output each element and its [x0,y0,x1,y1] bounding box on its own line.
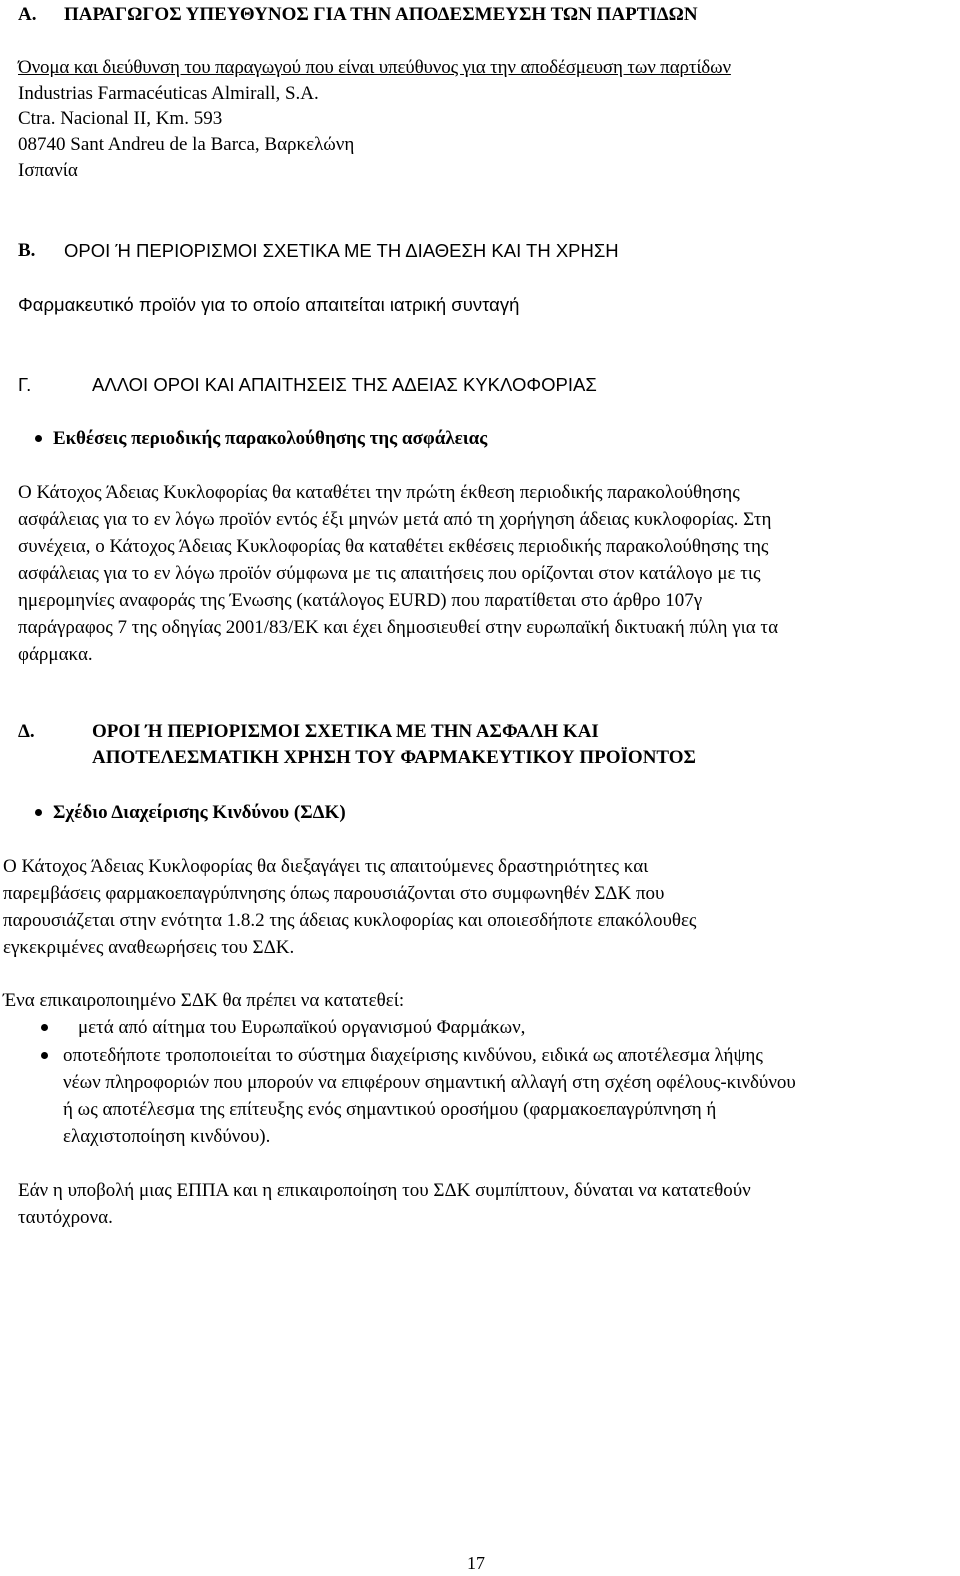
address-line-1: Industrias Farmacéuticas Almirall, S.A. [18,83,319,104]
rmp-list-item-2-line-3: ή ως αποτέλεσμα της επίτευξης ενός σημαντικού οροσήμου (φαρμακοεπαγρύπνηση ή [63,1099,717,1120]
psur-text-line-2: ασφάλειας για το εν λόγω προϊόν εντός έξι μηνών μετά από τη χορήγηση άδειας κυκλοφορίας. Στη [18,509,772,530]
psur-text-line-1: Ο Κάτοχος Άδειας Κυκλοφορίας θα καταθέτει την πρώτη έκθεση περιοδικής παρακολούθησης [18,482,740,503]
section-c-title: ΑΛΛΟΙ ΟΡΟΙ ΚΑΙ ΑΠΑΙΤΗΣΕΙΣ ΤΗΣ ΑΔΕΙΑΣ ΚΥΚΛΟΦΟΡΙΑΣ [92,374,597,395]
section-c-letter: Γ. [18,374,32,395]
psur-text-line-3: συνέχεια, ο Κάτοχος Άδειας Κυκλοφορίας θα καταθέτει εκθέσεις περιοδικής παρακολούθησης της [18,536,769,557]
rmp-final-line-2: ταυτόχρονα. [18,1207,113,1228]
address-line-2: Ctra. Nacional II, Km. 593 [18,108,223,129]
rmp-list-item-2-line-1: οποτεδήποτε τροποποιείται το σύστημα διαχείρισης κινδύνου, ειδικά ως αποτέλεσμα λήψης [63,1045,763,1066]
rmp-text-line-1: Ο Κάτοχος Άδειας Κυκλοφορίας θα διεξαγάγει τις απαιτούμενες δραστηριότητες και [3,856,649,877]
page-number: 17 [467,1553,485,1573]
rmp-list-item-2-line-4: ελαχιστοποίηση κινδύνου). [63,1126,271,1147]
section-b-title: ΟΡΟΙ Ή ΠΕΡΙΟΡΙΣΜΟΙ ΣΧΕΤΙΚΑ ΜΕ ΤΗ ΔΙΑΘΕΣΗ ΚΑΙ ΤΗ ΧΡΗΣΗ [64,240,619,261]
rmp-text-line-3: παρουσιάζεται στην ενότητα 1.8.2 της άδειας κυκλοφορίας και οποιεσδήποτε επακόλουθες [3,910,697,931]
psur-text-line-4: ασφάλειας για το εν λόγω προϊόν σύμφωνα με τις απαιτήσεις που ορίζονται στον κατάλογο με τις [18,563,761,584]
address-line-3: 08740 Sant Andreu de la Barca, Βαρκελώνη [18,134,355,155]
section-b-text: Φαρμακευτικό προϊόν για το οποίο απαιτείται ιατρική συνταγή [18,294,520,315]
rmp-list-item-1: μετά από αίτημα του Ευρωπαϊκού οργανισμού Φαρμάκων, [78,1017,526,1038]
section-a-letter: Α. [18,4,37,25]
psur-heading: Εκθέσεις περιοδικής παρακολούθησης της ασφάλειας [53,428,488,449]
rmp-text-line-2: παρεμβάσεις φαρμακοεπαγρύπνησης όπως παρουσιάζονται στο συμφωνηθέν ΣΔΚ που [3,883,665,904]
bullet-icon [35,435,42,442]
psur-text-line-6: παράγραφος 7 της οδηγίας 2001/83/ΕΚ και έχει δημοσιευθεί στην ευρωπαϊκή δικτυακή πύλη για τα [18,617,779,638]
address-line-4: Ισπανία [18,160,78,181]
psur-text-line-5: ημερομηνίες αναφοράς της Ένωσης (κατάλογος EURD) που παρατίθεται στο άρθρο 107γ [18,590,703,611]
section-d-title-line-1: ΟΡΟΙ Ή ΠΕΡΙΟΡΙΣΜΟΙ ΣΧΕΤΙΚΑ ΜΕ ΤΗΝ ΑΣΦΑΛΗ ΚΑΙ [92,721,599,742]
rmp-final-line-1: Εάν η υποβολή μιας ΕΠΠΑ και η επικαιροποίηση του ΣΔΚ συμπίπτουν, δύναται να κατατεθούν [18,1180,751,1201]
rmp-heading: Σχέδιο Διαχείρισης Κινδύνου (ΣΔΚ) [53,802,346,823]
rmp-update-intro: Ένα επικαιροποιημένο ΣΔΚ θα πρέπει να κατατεθεί: [3,990,405,1011]
section-a-title: ΠΑΡΑΓΩΓΟΣ ΥΠΕΥΘΥΝΟΣ ΓΙΑ ΤΗΝ ΑΠΟΔΕΣΜΕΥΣΗ ΤΩΝ ΠΑΡΤΙΔΩΝ [64,4,698,25]
rmp-list-item-2-line-2: νέων πληροφοριών που μπορούν να επιφέρουν σημαντική αλλαγή στη σχέση οφέλους-κινδύνου [63,1072,796,1093]
section-d-title-line-2: ΑΠΟΤΕΛΕΣΜΑΤΙΚΗ ΧΡΗΣΗ ΤΟΥ ΦΑΡΜΑΚΕΥΤΙΚΟΥ ΠΡΟΪΟΝΤΟΣ [92,747,696,768]
bullet-icon [41,1024,48,1031]
section-a-subtitle: Όνομα και διεύθυνση του παραγωγού που είναι υπεύθυνος για την αποδέσμευση των παρτίδων [18,57,731,78]
psur-text-line-7: φάρμακα. [18,644,93,665]
bullet-icon [35,809,42,816]
section-d-letter: Δ. [18,721,35,742]
bullet-icon [41,1052,48,1059]
section-b-letter: Β. [18,240,36,261]
rmp-text-line-4: εγκεκριμένες αναθεωρήσεις του ΣΔΚ. [3,937,295,958]
